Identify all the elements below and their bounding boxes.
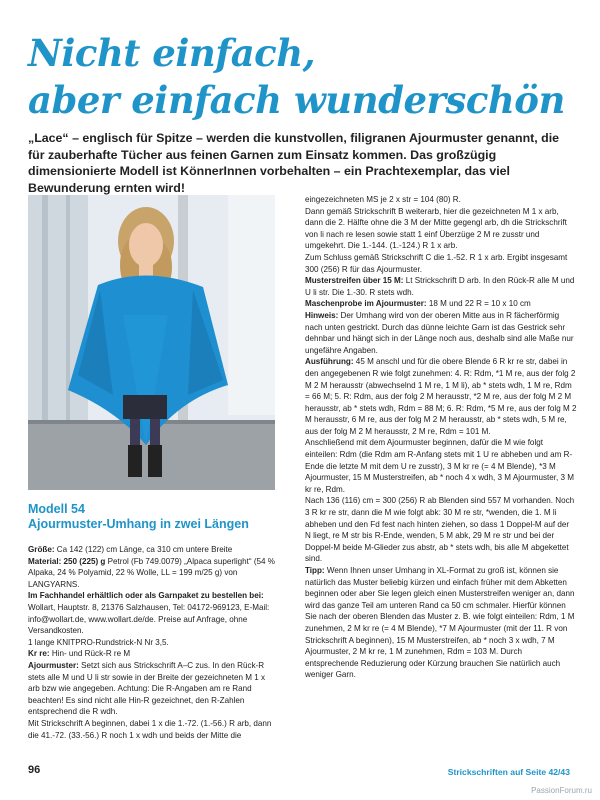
intro-paragraph: „Lace“ – englisch für Spitze – werden die kunstvollen, filigranen Ajourmuster genannt, die für zauberhafte Tücher aus feinen Garnen zum Einsatz kommen. Das großzügig dimensionierte Modell ist KönnerInnen vorbehalten – ein Prachtexemplar, das viel Bewunderung ernten wird! bbox=[28, 131, 560, 195]
paragraph bbox=[28, 660, 276, 718]
text: Lt Strickschrift D arb. In den Rück-R alle M und U li str. Die 1.-30. R stets wdh. bbox=[305, 276, 575, 297]
paragraph bbox=[305, 194, 577, 206]
title-line-2: aber einfach wunderschön bbox=[28, 78, 565, 122]
paragraph bbox=[28, 718, 276, 741]
paragraph bbox=[28, 544, 276, 556]
text: Dann gemäß Strickschrift B weiterarb, hier die gezeichneten M 1 x arb, dann die 2. Hälfte ohne die 3 M der Mitte gegengl arb, dh die Strickschrift von li nach re lesen sowie statt 1 einf Überzüge 2 M re zusstr und umgekehrt. Die 1.-144. (1.-124.) R 1 x arb. bbox=[305, 206, 567, 251]
paragraph bbox=[28, 637, 276, 649]
text: 18 M und 22 R = 10 x 10 cm bbox=[426, 299, 531, 309]
text: 1 lange KNITPRO-Rundstrick-N Nr 3,5. bbox=[28, 637, 169, 647]
right-column bbox=[305, 194, 577, 681]
paragraph bbox=[305, 356, 577, 437]
text: Nach 136 (116) cm = 300 (256) R ab Blenden sind 557 M vorhanden. Noch 3 R kr re str, dann die M wie folgt abk: 30 M re str, *wenden, die 1. M li abheben und den Fd fest nach hinten ziehen, so dass 1 Doppel-M auf der N liegt, re M str bis R-Ende, wenden, 5 M abk, 29 M re str und bei der Doppel-M beide M-Glieder zus abstr, ab * stets wdh, bis alle M abgekettet sind. bbox=[305, 496, 575, 564]
paragraph bbox=[305, 495, 577, 565]
paragraph bbox=[305, 275, 577, 298]
text: Hin- und Rück-R re M bbox=[49, 649, 131, 659]
woman-in-blue-shawl-illustration bbox=[28, 195, 275, 490]
label: Kr re: bbox=[28, 649, 50, 659]
model-photo bbox=[28, 195, 275, 490]
text: Ca 142 (122) cm Länge, ca 310 cm untere Breite bbox=[54, 545, 233, 554]
label: Größe: bbox=[28, 545, 55, 554]
page-number: 96 bbox=[28, 764, 41, 776]
text: Setzt sich aus Strickschrift A–C zus. In den Rück-R stets alle M und U li str sowie in der Breite der gezeichneten M 1 x arb bzw wie angegeben. Achtung: Die R-Angaben am re Rand beachten! Es sind nicht alle Hin-R gezeichnet, den R-Zahlen entsprechend die R wdh. bbox=[28, 660, 266, 717]
text: Anschließend mit dem Ajourmuster beginnen, dafür die M wie folgt einteilen: Rdm (die Rdm am R-Anfang stets mit 1 U re abheben und am R-Ende die letzte M mit dem U re zusstr), 3 M kr re (= 4 M Blende), *3 M Ajourmuster, 15 M Musterstreifen, ab * noch 4 x wdh, 3 M Ajourmuster, 3 M kr re, Rdm. bbox=[305, 438, 575, 494]
title-line-1: Nicht einfach, bbox=[28, 31, 315, 75]
model-subtitle: Ajourmuster-Umhang in zwei Längen bbox=[28, 517, 249, 531]
watermark: PassionForum.ru bbox=[531, 786, 592, 795]
label: Im Fachhandel erhältlich oder als Garnpaket zu bestellen bei: bbox=[28, 591, 264, 601]
paragraph bbox=[305, 206, 577, 252]
text: Mit Strickschrift A beginnen, dabei 1 x die 1.-72. (1.-56.) R arb, dann die 41.-72. (33.-56.) R noch 1 x wdh und beids der Mitte die bbox=[28, 718, 272, 740]
paragraph bbox=[305, 565, 577, 681]
paragraph bbox=[305, 437, 577, 495]
label: Maschenprobe im Ajourmuster: bbox=[305, 299, 427, 309]
text: eingezeichneten MS je 2 x str = 104 (80) R. bbox=[305, 195, 461, 204]
paragraph bbox=[28, 556, 276, 591]
paragraph bbox=[305, 252, 577, 275]
label: Ausführung: bbox=[305, 357, 354, 367]
label: Hinweis: bbox=[305, 310, 339, 320]
label: Material: 250 (225) g bbox=[28, 556, 106, 566]
article-title bbox=[28, 30, 588, 124]
left-text bbox=[28, 544, 276, 741]
text: Wenn Ihnen unser Umhang in XL-Format zu groß ist, können sie natürlich das Muster beliebig kürzen und einfach früher mit dem Abketten beginnen oder aber Sie legen gleich einen Musterstreifen weniger an, dann wird das ganze Teil am unteren Rand ca 50 cm schmaler. Hierfür können Sie nach der oberen Blenden das Muster z. B. wie folgt einteilen: Rdm, 1 M zunehmen, 2 M kr re (= 4 M Blende), *7 M Ajourmuster (mit der 11. R von Strickschrift A beginnen), 15 M Musterstreifen, ab * noch 3 x wdh, 7 M Ajourmuster, 2 M kr re, 1 M zunehmen, Rdm = 103 M. Durch entsprechende Reduzierung oder Kürzung brauchen Sie natürlich auch weniger Garn. bbox=[305, 566, 575, 680]
label: Tipp: bbox=[305, 566, 325, 575]
text: Zum Schluss gemäß Strickschrift C die 1.-52. R 1 x arb. Ergibt insgesamt 300 (256) R für das Ajourmuster. bbox=[305, 252, 568, 274]
text: 45 M anschl und für die obere Blende 6 R kr re str, dabei in den angegebenen R wie folgt zunehmen: 4. R: Rdm, *1 M re, aus der folg 2 M 2 M herausstr (abwechselnd 1 M re, 1 M li), ab * stets wdh, 1 M re, Rdm = 66 M; 5. R: Rdm, aus der folg 2 M herausstr, *2 M re, aus der folg M 2 M herausstr, ab * stets wdh, Rdm = 88 M; 6. R: Rdm, *5 M re, aus der folg M 2 M herausstr, 6 M re, aus der folg M 2 M herausstr, ab * stets wdh, 5 M re, aus der folg M 2 M herausstr, 2 M re, Rdm = 101 M. bbox=[305, 357, 577, 436]
label: Musterstreifen über 15 M: bbox=[305, 276, 404, 286]
model-name: Modell 54 bbox=[28, 502, 85, 516]
text: Wollart, Hauptstr. 8, 21376 Salzhausen, Tel: 04172-969123, E-Mail: info@wollart.de, www.wollart.de/de. Preise auf Anfrage, ohne Versandkosten. bbox=[28, 602, 270, 636]
paragraph bbox=[305, 298, 577, 310]
label: Ajourmuster: bbox=[28, 660, 79, 670]
paragraph bbox=[28, 648, 276, 660]
text: Petrol (Fb 749.0079) „Alpaca superlight“ (54 % Alpaka, 24 % Polyamid, 22 % Wolle, LL = 199 m/25 g) von LANGYARNS. bbox=[28, 556, 275, 589]
text: Der Umhang wird von der oberen Mitte aus in R fächerförmig nach unten gestrickt. Durch das dünne leichte Garn ist das Gestrick sehr dehnbar und hängt sich in der Länge noch aus, deshalb sind alle Maße nur ungefähre Angaben. bbox=[305, 310, 574, 355]
chart-reference-link[interactable]: Strickschriften auf Seite 42/43 bbox=[447, 767, 570, 777]
paragraph bbox=[28, 590, 276, 636]
left-column bbox=[28, 502, 276, 741]
paragraph bbox=[305, 310, 577, 356]
